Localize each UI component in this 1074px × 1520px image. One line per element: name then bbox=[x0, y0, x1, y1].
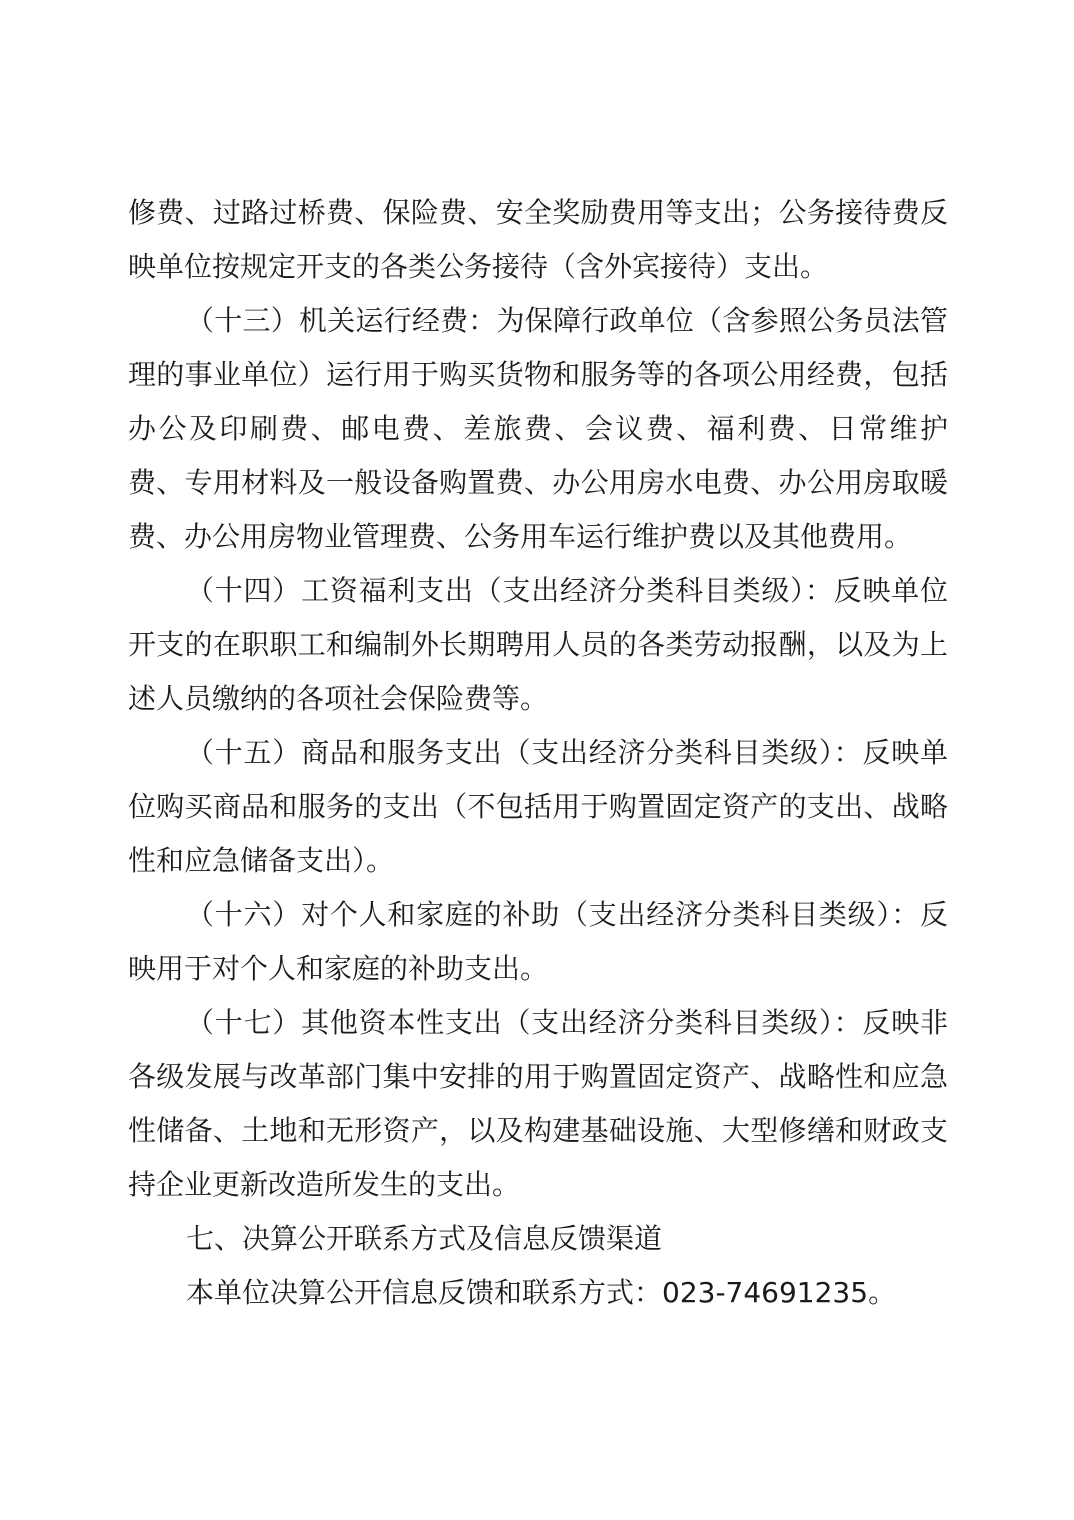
paragraph-item-17: （十七）其他资本性支出（支出经济分类科目类级）：反映非各级发展与改革部门集中安排的用于购置固定资产、战略性和应急性储备、土地和无形资产，以及构建基础设施、大型修缮和财政支持企业更新改造所发生的支出。 bbox=[128, 1006, 948, 1201]
paragraph-item-15: （十五）商品和服务支出（支出经济分类科目类级）：反映单位购买商品和服务的支出（不包括用于购置固定资产的支出、战略性和应急储备支出）。 bbox=[128, 736, 948, 877]
paragraph-continuation: 修费、过路过桥费、保险费、安全奖励费用等支出；公务接待费反映单位按规定开支的各类公务接待（含外宾接待）支出。 bbox=[128, 196, 948, 283]
contact-info: 本单位决算公开信息反馈和联系方式：023-74691235。 bbox=[186, 1276, 897, 1309]
document-page bbox=[128, 186, 948, 1320]
paragraph-item-14: （十四）工资福利支出（支出经济分类科目类级）：反映单位开支的在职职工和编制外长期聘用人员的各类劳动报酬，以及为上述人员缴纳的各项社会保险费等。 bbox=[128, 574, 948, 715]
paragraph-item-13: （十三）机关运行经费：为保障行政单位（含参照公务员法管理的事业单位）运行用于购买货物和服务等的各项公用经费，包括办公及印刷费、邮电费、差旅费、会议费、福利费、日常维护 费、专用材料及一般设备购置费、办公用房水电费、办公用房取暖费、办公用房物业管理费、公务用车运行维护费以及其他费用。 bbox=[128, 304, 948, 553]
section-heading-7: 七、决算公开联系方式及信息反馈渠道 bbox=[186, 1222, 663, 1255]
paragraph-item-16: （十六）对个人和家庭的补助（支出经济分类科目类级）：反映用于对个人和家庭的补助支出。 bbox=[128, 898, 948, 985]
